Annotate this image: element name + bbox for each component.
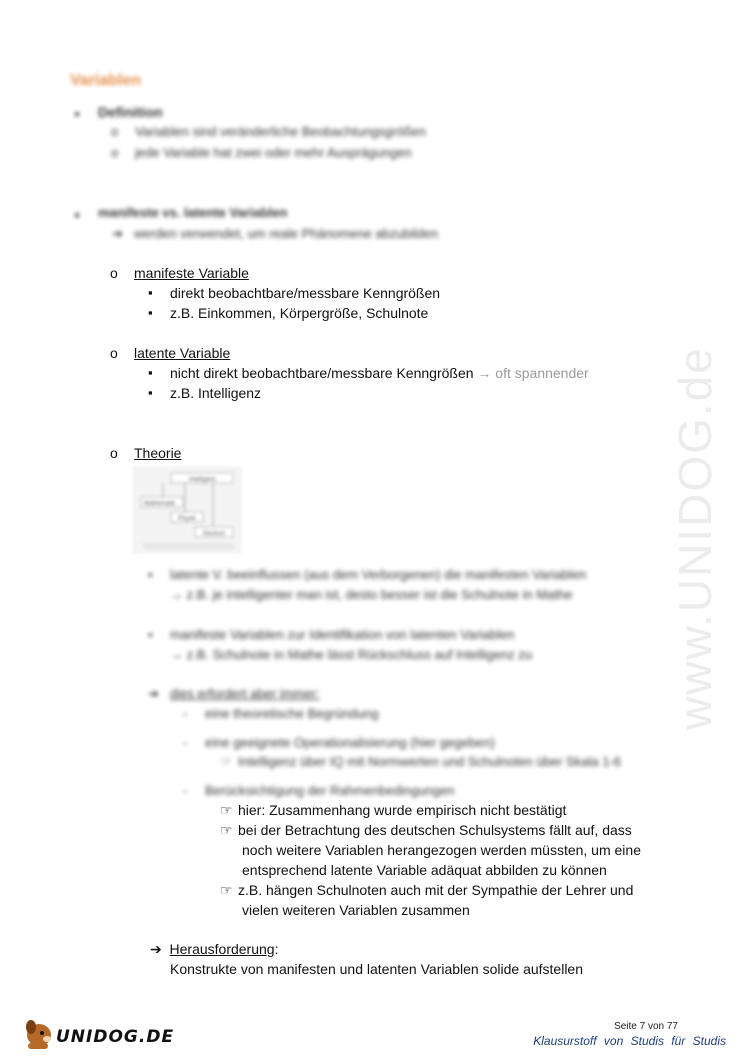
operationalisierung-sub: ☞ Intelligenz über IQ mit Normwerten und Schulnoten über Skala 1-6 bbox=[220, 752, 621, 772]
definition-item: o Variablen sind veränderliche Beobachtungsgrößen bbox=[135, 122, 426, 142]
latente-item-text: nicht direkt beobachtbare/messbare Kenngrößen bbox=[170, 365, 474, 381]
manifest-latent-intro: ➔ werden verwendet, um reale Phänomene abzubilden bbox=[134, 224, 438, 244]
hand-pointing-icon: ☞ bbox=[220, 802, 233, 818]
rahmen-item: ☞ z.B. hängen Schulnoten auch mit der Sympathie der Lehrer und bbox=[220, 882, 634, 898]
hand-pointing-icon: ☞ bbox=[220, 882, 233, 898]
theorie-point-sub: → z.B. je intelligenter man ist, desto besser ist die Schulnote in Mathe bbox=[170, 587, 573, 602]
footer-tagline: Klausurstoff von Studis für Studis bbox=[533, 1034, 726, 1048]
hand-pointing-icon: ☞ bbox=[220, 822, 233, 838]
hand-pointing-icon: ☞ bbox=[220, 754, 232, 769]
watermark: www.UNIDOG.de bbox=[669, 346, 721, 730]
manifest-latent-title: ● manifeste vs. latente Variablen bbox=[98, 203, 287, 223]
rahmen-item-cont: noch weitere Variablen herangezogen werden müssten, um eine bbox=[242, 842, 641, 858]
latente-item: ▪ z.B. Intelligenz bbox=[170, 383, 261, 403]
logo-text: UNIDOG.DE bbox=[56, 1027, 175, 1047]
rahmen-item: ☞ bei der Betrachtung des deutschen Schulsystems fällt auf, dass bbox=[220, 822, 632, 838]
diagram-label-top: Intelligenz bbox=[189, 477, 217, 483]
latente-item bbox=[170, 363, 589, 383]
diagram-label-left: Mathematik bbox=[144, 501, 176, 507]
manifeste-item: ▪ direkt beobachtbare/messbare Kenngrößen bbox=[170, 283, 440, 303]
rahmen-title: - Berücksichtigung der Rahmenbedingungen bbox=[205, 781, 454, 801]
section-heading: Variablen bbox=[70, 72, 142, 89]
requires-item: - eine geeignete Operationalisierung (hier gegeben) bbox=[205, 733, 495, 753]
diagram-caption-bar bbox=[143, 543, 235, 549]
definition-item: o jede Variable hat zwei oder mehr Ausprägungen bbox=[135, 143, 412, 163]
arrow-right-icon: ➔ bbox=[150, 941, 162, 957]
herausforderung-colon: : bbox=[274, 941, 279, 957]
rahmen-item-cont: entsprechend latente Variable adäquat abbilden zu können bbox=[242, 862, 607, 878]
herausforderung-title bbox=[150, 939, 278, 959]
definition-title: ● Definition bbox=[98, 102, 163, 122]
requires-item: - eine theoretische Begründung bbox=[205, 704, 378, 724]
latente-item-note: → oft spannender bbox=[477, 365, 589, 381]
diagram-label-bottom: Deutsch bbox=[203, 531, 226, 537]
diagram-label-middle: Physik bbox=[178, 516, 196, 522]
herausforderung-text: Konstrukte von manifesten und latenten Variablen solide aufstellen bbox=[170, 961, 584, 977]
page-number: Seite 7 von 77 bbox=[614, 1021, 678, 1032]
manifeste-title: o manifeste Variable bbox=[134, 263, 249, 283]
theorie-point-sub: → z.B. Schulnote in Mathe lässt Rückschluss auf Intelligenz zu bbox=[170, 647, 533, 662]
theorie-point: ▪ manifeste Variablen zur Identifikation von latenten Variablen bbox=[170, 625, 514, 645]
herausforderung-label: Herausforderung bbox=[169, 941, 275, 957]
requires-title: ➔ dies erfordert aber immer: bbox=[170, 684, 320, 704]
theorie-point: ▪ latente V. beeinflussen (aus dem Verborgenen) die manifesten Variablen bbox=[170, 565, 586, 585]
theorie-title: o Theorie bbox=[134, 443, 181, 463]
theorie-diagram bbox=[133, 467, 241, 553]
rahmen-item: ☞ hier: Zusammenhang wurde empirisch nicht bestätigt bbox=[220, 802, 567, 818]
manifeste-item: ▪ z.B. Einkommen, Körpergröße, Schulnote bbox=[170, 303, 428, 323]
rahmen-item-cont: vielen weiteren Variablen zusammen bbox=[242, 902, 470, 918]
latente-title: o latente Variable bbox=[134, 343, 230, 363]
